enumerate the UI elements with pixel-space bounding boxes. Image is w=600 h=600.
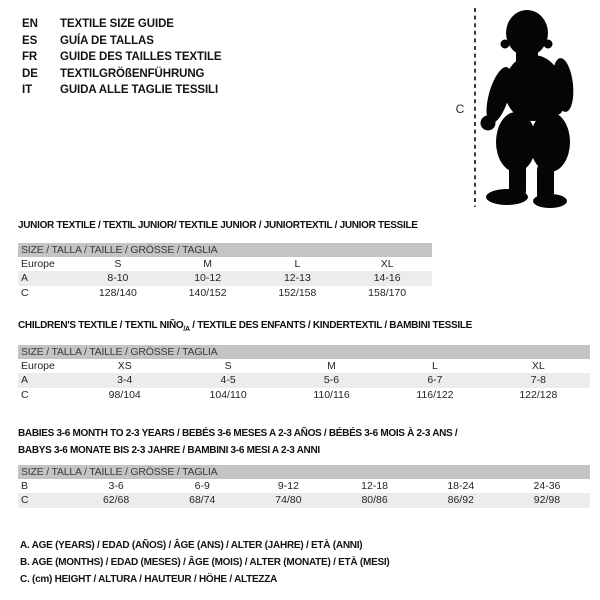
- footnotes: [20, 537, 390, 589]
- baby-silhouette-figure: [460, 0, 600, 220]
- row-label: Europe: [21, 257, 55, 270]
- row-label: Europe: [21, 359, 55, 372]
- size-cell: L: [432, 359, 438, 372]
- baby-silhouette-icon: [481, 10, 576, 208]
- row-label: B: [21, 479, 29, 492]
- title-subscript: /A: [183, 326, 190, 333]
- age-cell: 6-7: [427, 374, 443, 386]
- height-cell: 104/110: [209, 388, 247, 401]
- language-row-en: [22, 16, 222, 33]
- children-size-table: [18, 345, 590, 402]
- height-cell: 68/74: [189, 494, 216, 506]
- language-title: TEXTILE SIZE GUIDE: [60, 18, 174, 30]
- height-cell: 74/80: [275, 494, 302, 506]
- language-title: GUÍA DE TALLAS: [60, 34, 154, 47]
- footnote-b: B. AGE (MONTHS) / EDAD (MESES) / ÂGE (MOIS) / ALTER (MONATE) / ETÀ (MESI): [20, 557, 390, 569]
- height-cell: 92/98: [533, 494, 561, 506]
- table-row-height: [18, 388, 590, 403]
- table-row-age: [18, 271, 432, 286]
- months-cell: 3-6: [108, 479, 124, 492]
- size-cell: XL: [531, 359, 545, 372]
- babies-size-table: [18, 465, 590, 508]
- height-cell: 152/158: [278, 286, 317, 299]
- title-line-1: BABIES 3-6 MONTH TO 2-3 YEARS / BEBÉS 3-6 MESES A 2-3 AÑOS / BÉBÉS 3-6 MOIS À 2-3 ANS /: [18, 428, 458, 439]
- language-row-it: [22, 82, 222, 99]
- size-cell: M: [327, 359, 336, 372]
- age-cell: 10-12: [194, 272, 222, 284]
- height-cell: 122/128: [519, 388, 558, 401]
- language-row-de: [22, 66, 222, 83]
- row-label: A: [21, 272, 29, 284]
- size-cell: S: [224, 359, 232, 372]
- footnote-c: C. (cm) HEIGHT / ALTURA / HAUTEUR / HÖHE / ALTEZZA: [20, 574, 278, 586]
- row-label: A: [21, 374, 29, 386]
- size-cell: M: [203, 257, 212, 270]
- row-label: C: [21, 286, 29, 299]
- months-cell: 6-9: [194, 479, 210, 492]
- height-cell: 128/140: [98, 286, 137, 299]
- height-cell: 62/68: [102, 494, 130, 506]
- size-header-band: SIZE / TALLA / TAILLE / GRÖSSE / TAGLIA: [18, 465, 590, 479]
- months-cell: 18-24: [447, 479, 475, 492]
- language-row-fr: [22, 49, 222, 66]
- height-measure-label: C: [455, 102, 465, 116]
- title-line-2: BABYS 3-6 MONATE BIS 2-3 JAHRE / BAMBINI 3-6 MESI A 2-3 ANNI: [18, 445, 320, 457]
- language-code: DE: [22, 67, 38, 80]
- table-row-months: [18, 479, 590, 494]
- months-cell: 9-12: [277, 479, 299, 492]
- junior-size-table: [18, 243, 432, 300]
- size-header-band: SIZE / TALLA / TAILLE / GRÖSSE / TAGLIA: [18, 243, 432, 257]
- table-row-age: [18, 373, 590, 388]
- size-cell: XL: [380, 257, 394, 270]
- language-title: TEXTILGRÖßENFÜHRUNG: [60, 67, 205, 80]
- language-code: FR: [22, 51, 38, 63]
- height-cell: 116/122: [416, 388, 454, 401]
- section-title-junior: JUNIOR TEXTILE / TEXTIL JUNIOR/ TEXTILE JUNIOR / JUNIORTEXTIL / JUNIOR TESSILE: [18, 220, 418, 231]
- language-row-es: [22, 33, 222, 50]
- language-title: GUIDE DES TAILLES TEXTILE: [60, 51, 222, 63]
- age-cell: 5-6: [323, 374, 340, 386]
- height-cell: 86/92: [447, 494, 474, 506]
- age-cell: 4-5: [220, 374, 236, 386]
- months-cell: 12-18: [361, 479, 389, 492]
- table-row-height: [18, 286, 432, 301]
- language-code: EN: [22, 18, 38, 30]
- row-label: C: [21, 388, 29, 401]
- language-list: [22, 16, 222, 99]
- table-row-height: [18, 493, 590, 508]
- size-cell: S: [114, 257, 122, 270]
- size-header-band: SIZE / TALLA / TAILLE / GRÖSSE / TAGLIA: [18, 345, 590, 359]
- age-cell: 3-4: [117, 374, 133, 386]
- row-label: C: [21, 494, 29, 506]
- age-cell: 7-8: [530, 374, 546, 386]
- language-code: IT: [22, 84, 33, 96]
- title-text: CHILDREN'S TEXTILE / TEXTIL NIÑO: [18, 320, 184, 331]
- height-cell: 158/170: [368, 286, 407, 299]
- size-cell: L: [294, 257, 301, 270]
- age-cell: 12-13: [283, 272, 311, 284]
- footnote-a: A. AGE (YEARS) / EDAD (AÑOS) / ÂGE (ANS) / ALTER (JAHRE) / ETÀ (ANNI): [20, 540, 363, 551]
- table-row-europe: [18, 359, 590, 374]
- language-code: ES: [22, 34, 38, 47]
- age-cell: 8-10: [107, 272, 129, 284]
- section-title-children: [18, 317, 472, 338]
- age-cell: 14-16: [373, 272, 401, 284]
- height-cell: 98/104: [108, 388, 141, 401]
- height-cell: 80/86: [361, 494, 388, 506]
- language-title: GUIDA ALLE TAGLIE TESSILI: [60, 84, 219, 96]
- title-text: / TEXTILE DES ENFANTS / KINDERTEXTIL / BAMBINI TESSILE: [189, 320, 473, 331]
- table-row-europe: [18, 257, 432, 272]
- section-title-babies: [18, 425, 457, 459]
- size-cell: XS: [117, 359, 132, 372]
- height-cell: 140/152: [188, 286, 227, 299]
- height-cell: 110/116: [313, 388, 350, 401]
- months-cell: 24-36: [533, 479, 561, 492]
